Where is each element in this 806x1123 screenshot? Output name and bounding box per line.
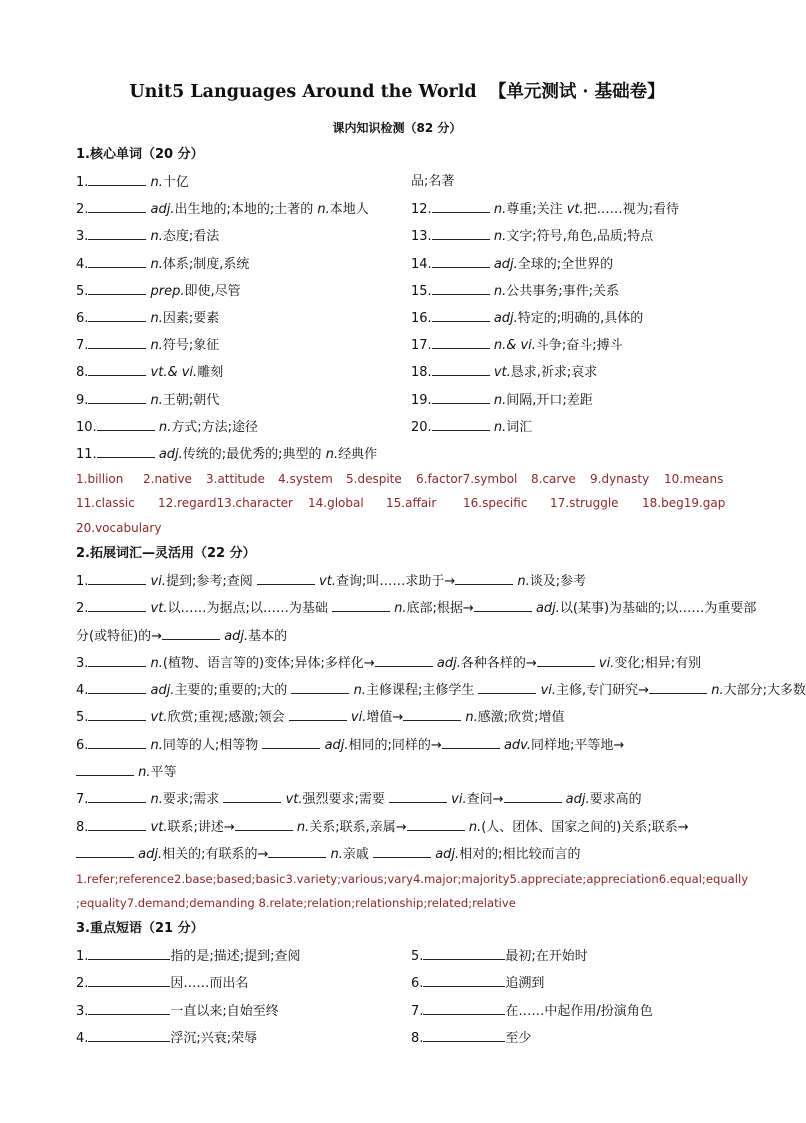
answer-blank[interactable] [88, 200, 146, 213]
vocab-item [411, 282, 619, 301]
item-meaning: 追溯到 [505, 976, 545, 992]
phrase-item [411, 1029, 531, 1048]
item-meaning: 本地人 [329, 202, 369, 218]
part-of-speech: vt. [150, 710, 168, 725]
part-of-speech: n. [493, 202, 507, 218]
answer-key-text: 16.specific [463, 496, 528, 510]
answer-blank[interactable] [373, 845, 431, 858]
part-of-speech: adj. [150, 683, 175, 698]
answer-blank[interactable] [432, 282, 490, 295]
line-text: 变化;相异;有别 [614, 656, 702, 671]
part-of-speech: adj. [158, 447, 183, 462]
part-of-speech: n. [493, 392, 507, 408]
answer-key-text: 9.dynasty [590, 472, 650, 486]
section2-heading: 2.拓展词汇—灵活用（22 分） [76, 546, 256, 561]
part-of-speech: adj. [493, 256, 518, 272]
part-of-speech: vt. [285, 792, 303, 807]
answer-blank[interactable] [478, 681, 536, 694]
part-of-speech: n. [317, 202, 330, 218]
part-of-speech: n.& vi. [493, 338, 536, 354]
line-text: 6. [76, 738, 89, 753]
line-text: 提到;参考;查阅 [165, 574, 257, 589]
line-text: 关系;联系,亲属→ [309, 820, 407, 835]
item-number: 6. [411, 976, 424, 992]
answer-blank[interactable] [162, 627, 220, 640]
part-of-speech: n. [158, 419, 172, 435]
line-text: 相同的;同样的→ [348, 738, 442, 753]
item-meaning: 在……中起作用/扮演角色 [505, 1003, 653, 1019]
item-meaning: 品;名著 [411, 174, 455, 189]
expansion-line [76, 654, 726, 673]
page-subtitle: 课内知识检测（82 分） [332, 121, 462, 135]
answer-blank[interactable] [88, 363, 146, 376]
answer-blank[interactable] [432, 336, 490, 349]
item-meaning: 即使,尽管 [184, 283, 241, 299]
line-text: 2. [76, 601, 89, 616]
item-number: 5. [411, 949, 424, 964]
part-of-speech: n. [138, 765, 151, 780]
part-of-speech: n. [296, 820, 310, 835]
item-number: 8. [411, 1030, 424, 1046]
expansion-line [76, 736, 726, 755]
item-number: 1. [76, 175, 89, 190]
item-meaning: 十亿 [162, 175, 189, 190]
line-text: 要求高的 [589, 792, 642, 807]
part-of-speech: n. [150, 738, 163, 753]
vocab-item [76, 418, 726, 437]
item-number: 13. [411, 229, 432, 245]
item-number: 14. [411, 256, 432, 272]
vocab-item [411, 391, 593, 410]
item-meaning: 全球的;全世界的 [517, 256, 614, 272]
answer-blank[interactable] [88, 974, 170, 987]
part-of-speech: adv. [503, 738, 531, 753]
phrase-item [411, 947, 588, 966]
vocab-item [76, 282, 726, 301]
answer-key-text: 4.system [278, 472, 333, 486]
part-of-speech: vt. [319, 574, 336, 589]
item-number: 3. [76, 229, 89, 245]
answer-blank[interactable] [235, 818, 293, 831]
answer-key-text: 10.means [664, 472, 724, 486]
item-number: 7. [411, 1003, 424, 1019]
item-number: 9. [76, 392, 89, 408]
item-meaning: 符号;象征 [162, 338, 220, 354]
vocab-item [76, 391, 726, 410]
item-number: 2. [76, 976, 89, 992]
expansion-line [76, 708, 726, 727]
line-text: 谈及;参考 [529, 574, 587, 589]
answer-blank[interactable] [88, 1002, 170, 1015]
item-meaning: 词汇 [506, 419, 533, 435]
part-of-speech: vi. [598, 656, 615, 671]
vocab-item [76, 255, 726, 274]
part-of-speech: vt. [566, 202, 584, 218]
part-of-speech: n. [150, 229, 163, 245]
vocab-item [411, 336, 623, 355]
section1-answers-row3: 20.vocabulary [76, 521, 162, 535]
answer-blank[interactable] [76, 763, 134, 776]
line-text: 主要的;重要的;大的 [174, 683, 292, 698]
item-number: 2. [76, 202, 89, 218]
vocab-item [76, 363, 726, 382]
answer-blank[interactable] [257, 572, 315, 585]
part-of-speech: n. [465, 710, 478, 725]
item-number: 6. [76, 311, 89, 326]
line-text: 大部分;大多数 [723, 683, 806, 698]
line-text: 同等的人;相等物 [162, 738, 263, 753]
vocab-item [411, 255, 613, 274]
line-text: 相对的;相比较而言的 [459, 847, 581, 862]
item-meaning: 公共事务;事件;关系 [506, 283, 619, 299]
item-meaning: 恳求,祈求;哀求 [510, 365, 598, 381]
part-of-speech: n. [150, 175, 163, 190]
part-of-speech: n. [517, 574, 530, 589]
answer-blank[interactable] [262, 736, 320, 749]
item-number: 7. [76, 338, 89, 354]
expansion-line [76, 681, 806, 700]
line-text: 5. [76, 710, 89, 725]
item-number: 18. [411, 365, 432, 381]
answer-key-text: 2.native [143, 472, 192, 486]
part-of-speech: n. [150, 338, 163, 354]
part-of-speech: adj. [493, 311, 518, 326]
line-text: 主修,专门研究→ [556, 683, 650, 698]
item-number: 8. [76, 365, 89, 381]
part-of-speech: n. [325, 447, 339, 462]
line-text: (人、团体、国家之间的)关系;联系→ [481, 820, 689, 835]
answer-blank[interactable] [423, 1002, 505, 1015]
item-number: 4. [76, 1030, 89, 1046]
expansion-line [76, 818, 726, 837]
vocab-item [76, 336, 726, 355]
line-text: 4. [76, 683, 89, 698]
line-text: 7. [76, 792, 89, 807]
part-of-speech: n. [493, 283, 507, 299]
answer-blank[interactable] [455, 572, 513, 585]
part-of-speech: adj. [224, 629, 249, 644]
line-text: 要求;需求 [162, 792, 224, 807]
line-text: 基本的 [248, 629, 288, 644]
expansion-line [76, 627, 726, 646]
answer-key-text: 6.factor7.symbol [416, 472, 518, 486]
line-text: 联系;讲述→ [167, 820, 235, 835]
item-number: 19. [411, 392, 432, 408]
line-text: 平等 [150, 765, 177, 780]
answer-key-text: 8.carve [531, 472, 576, 486]
answer-blank[interactable] [375, 654, 433, 667]
part-of-speech: vi. [350, 710, 367, 725]
vocab-item [411, 200, 679, 219]
answer-blank[interactable] [423, 974, 505, 987]
vocab-item [411, 173, 454, 191]
answer-blank[interactable] [291, 681, 349, 694]
answer-blank[interactable] [76, 845, 134, 858]
vocab-item [411, 227, 653, 246]
answer-blank[interactable] [88, 599, 146, 612]
item-number: 15. [411, 283, 432, 299]
line-text: 1. [76, 574, 89, 589]
answer-blank[interactable] [474, 599, 532, 612]
answer-blank[interactable] [88, 309, 146, 322]
answer-blank[interactable] [432, 363, 490, 376]
answer-blank[interactable] [389, 790, 447, 803]
answer-blank[interactable] [423, 947, 505, 960]
item-meaning: 雕刻 [197, 365, 224, 381]
part-of-speech: n. [150, 792, 163, 807]
answer-key-text: 11.classic [76, 496, 135, 510]
expansion-line [76, 599, 757, 618]
answer-blank[interactable] [88, 255, 146, 268]
answer-blank[interactable] [88, 818, 146, 831]
answer-blank[interactable] [88, 947, 170, 960]
part-of-speech: vt. [493, 365, 511, 381]
item-meaning: 因素;要素 [162, 311, 220, 326]
expansion-line [76, 845, 726, 864]
item-number: 17. [411, 338, 432, 354]
answer-blank[interactable] [432, 391, 490, 404]
line-text: 增值→ [366, 710, 404, 725]
part-of-speech: n. [493, 229, 507, 245]
part-of-speech: adj. [436, 656, 461, 671]
vocab-item [411, 418, 532, 437]
line-text: 8. [76, 820, 89, 835]
item-meaning: 出生地的;本地的;土著的 [174, 202, 318, 218]
section1-answers-row2 [76, 495, 726, 511]
item-number: 12. [411, 202, 432, 218]
part-of-speech: vt.& vi. [150, 365, 198, 381]
answer-blank[interactable] [432, 227, 490, 240]
phrase-item [411, 1002, 653, 1021]
answer-key-text: 18.beg19.gap [642, 496, 726, 510]
item-meaning: 间隔,开口;差距 [506, 392, 593, 408]
answer-blank[interactable] [442, 736, 500, 749]
item-meaning: 至少 [505, 1030, 532, 1046]
part-of-speech: n. [353, 683, 366, 698]
answer-blank[interactable] [432, 200, 490, 213]
page-title: Unit5 Languages Around the World 【单元测试 · 基础卷】 [129, 82, 665, 102]
answer-key-text: 14.global [308, 496, 364, 510]
answer-blank[interactable] [332, 599, 390, 612]
answer-blank[interactable] [88, 736, 146, 749]
answer-blank[interactable] [407, 818, 465, 831]
part-of-speech: n. [394, 601, 407, 616]
answer-blank[interactable] [403, 708, 461, 721]
expansion-line [76, 790, 726, 809]
answer-blank[interactable] [432, 309, 490, 322]
answer-blank[interactable] [432, 418, 490, 431]
answer-key-text: 12.regard13.character [158, 496, 293, 510]
part-of-speech: n. [330, 847, 343, 862]
answer-blank[interactable] [88, 336, 146, 349]
line-text: 感激;欣赏;增值 [477, 710, 565, 725]
answer-blank[interactable] [423, 1029, 505, 1042]
part-of-speech: n. [150, 392, 163, 408]
line-text: 查问→ [466, 792, 504, 807]
answer-blank[interactable] [88, 681, 146, 694]
line-text: 相关的;有联系的→ [162, 847, 269, 862]
part-of-speech: prep. [150, 283, 185, 299]
answer-key-text: 17.struggle [550, 496, 619, 510]
item-number: 4. [76, 256, 89, 272]
answer-blank[interactable] [97, 418, 155, 431]
answer-key-text: 5.despite [346, 472, 402, 486]
part-of-speech: adj. [138, 847, 163, 862]
phrase-item [76, 974, 726, 993]
line-text: 各种各样的→ [460, 656, 537, 671]
answer-key-text: 15.affair [386, 496, 437, 510]
item-meaning: 传统的;最优秀的;典型的 [182, 447, 326, 462]
answer-blank[interactable] [537, 654, 595, 667]
answer-blank[interactable] [649, 681, 707, 694]
answer-blank[interactable] [268, 845, 326, 858]
answer-key-text: 3.attitude [206, 472, 265, 486]
item-meaning: 浮沉;兴衰;荣辱 [170, 1030, 258, 1046]
line-text: 同样地;平等地→ [530, 738, 625, 753]
answer-blank[interactable] [88, 173, 146, 186]
answer-blank[interactable] [88, 572, 146, 585]
part-of-speech: adj. [565, 792, 590, 807]
answer-blank[interactable] [88, 708, 146, 721]
item-meaning: 一直以来;自始至终 [170, 1003, 279, 1019]
answer-key-text: 1.billion [76, 472, 124, 486]
item-number: 11. [76, 447, 97, 462]
answer-blank[interactable] [97, 445, 155, 458]
line-text: (植物、语言等的)变体;异体;多样化→ [162, 656, 375, 671]
phrase-item [76, 1029, 726, 1048]
section2-answers-row2: ;equality7.demand;demanding 8.relate;relation;relationship;related;relative [76, 896, 516, 910]
line-text: 强烈要求;需要 [302, 792, 390, 807]
section2-answers-row1: 1.refer;reference2.base;based;basic3.variety;various;vary4.major;majority5.appreciate;appreciation6.equal;equally [76, 872, 749, 886]
vocab-item [76, 173, 726, 192]
answer-blank[interactable] [504, 790, 562, 803]
section3-heading: 3.重点短语（21 分） [76, 921, 204, 936]
item-meaning: 体系;制度,系统 [162, 256, 250, 272]
line-text: 底部;根据→ [406, 601, 474, 616]
answer-blank[interactable] [289, 708, 347, 721]
part-of-speech: adj. [150, 202, 175, 218]
part-of-speech: n. [150, 656, 163, 671]
item-meaning: 态度;看法 [162, 229, 220, 245]
phrase-item [76, 947, 726, 966]
part-of-speech: vt. [150, 820, 168, 835]
part-of-speech: adj. [324, 738, 349, 753]
item-number: 5. [76, 283, 89, 299]
part-of-speech: vi. [150, 574, 166, 589]
part-of-speech: n. [493, 419, 507, 435]
line-text: 查询;叫……求助于→ [335, 574, 456, 589]
line-text: 主修课程;主修学生 [365, 683, 479, 698]
item-meaning: 最初;在开始时 [505, 949, 588, 964]
part-of-speech: adj. [535, 601, 560, 616]
part-of-speech: vi. [451, 792, 467, 807]
item-number: 1. [76, 949, 89, 964]
answer-blank[interactable] [88, 227, 146, 240]
item-meaning: 经典作 [338, 447, 378, 462]
line-text: 以……为据点;以……为基础 [167, 601, 332, 616]
answer-blank[interactable] [432, 255, 490, 268]
item-number: 20. [411, 419, 432, 435]
item-meaning: 方式;方法;途径 [171, 419, 258, 435]
answer-blank[interactable] [88, 1029, 170, 1042]
item-number: 16. [411, 311, 432, 326]
line-text: 分(或特征)的→ [76, 629, 163, 644]
item-meaning: 尊重;关注 [506, 202, 567, 218]
item-meaning: 斗争;奋斗;搏斗 [535, 338, 623, 354]
expansion-line [76, 572, 726, 591]
item-meaning: 文字;符号,角色,品质;特点 [506, 229, 654, 245]
phrase-item [411, 974, 544, 993]
item-number: 10. [76, 419, 97, 435]
line-text: 亲戚 [342, 847, 374, 862]
item-meaning: 指的是;描述;提到;查阅 [170, 949, 301, 964]
item-number: 3. [76, 1003, 89, 1019]
line-text: 欣赏;重视;感激;领会 [167, 710, 289, 725]
line-text: 以(某事)为基础的;以……为重要部 [559, 601, 757, 616]
item-meaning: 把……视为;看待 [583, 202, 680, 218]
part-of-speech: n. [150, 311, 163, 326]
part-of-speech: adj. [435, 847, 460, 862]
expansion-line [76, 763, 726, 782]
answer-blank[interactable] [88, 391, 146, 404]
part-of-speech: vi. [540, 683, 557, 698]
part-of-speech: n. [150, 256, 163, 272]
item-meaning: 王朝;朝代 [162, 392, 220, 408]
part-of-speech: vt. [150, 601, 168, 616]
part-of-speech: n. [711, 683, 724, 698]
answer-blank[interactable] [88, 282, 146, 295]
section1-heading: 1.核心单词（20 分） [76, 147, 204, 162]
answer-blank[interactable] [88, 790, 146, 803]
section1-item-11 [76, 445, 726, 464]
item-meaning: 特定的;明确的,具体的 [517, 311, 644, 326]
part-of-speech: n. [468, 820, 482, 835]
vocab-item [411, 309, 643, 328]
section1-answers-row1 [76, 471, 726, 487]
answer-blank[interactable] [223, 790, 281, 803]
vocab-item [411, 363, 597, 382]
line-text: 3. [76, 656, 89, 671]
answer-blank[interactable] [88, 654, 146, 667]
item-meaning: 因……而出名 [170, 976, 249, 992]
